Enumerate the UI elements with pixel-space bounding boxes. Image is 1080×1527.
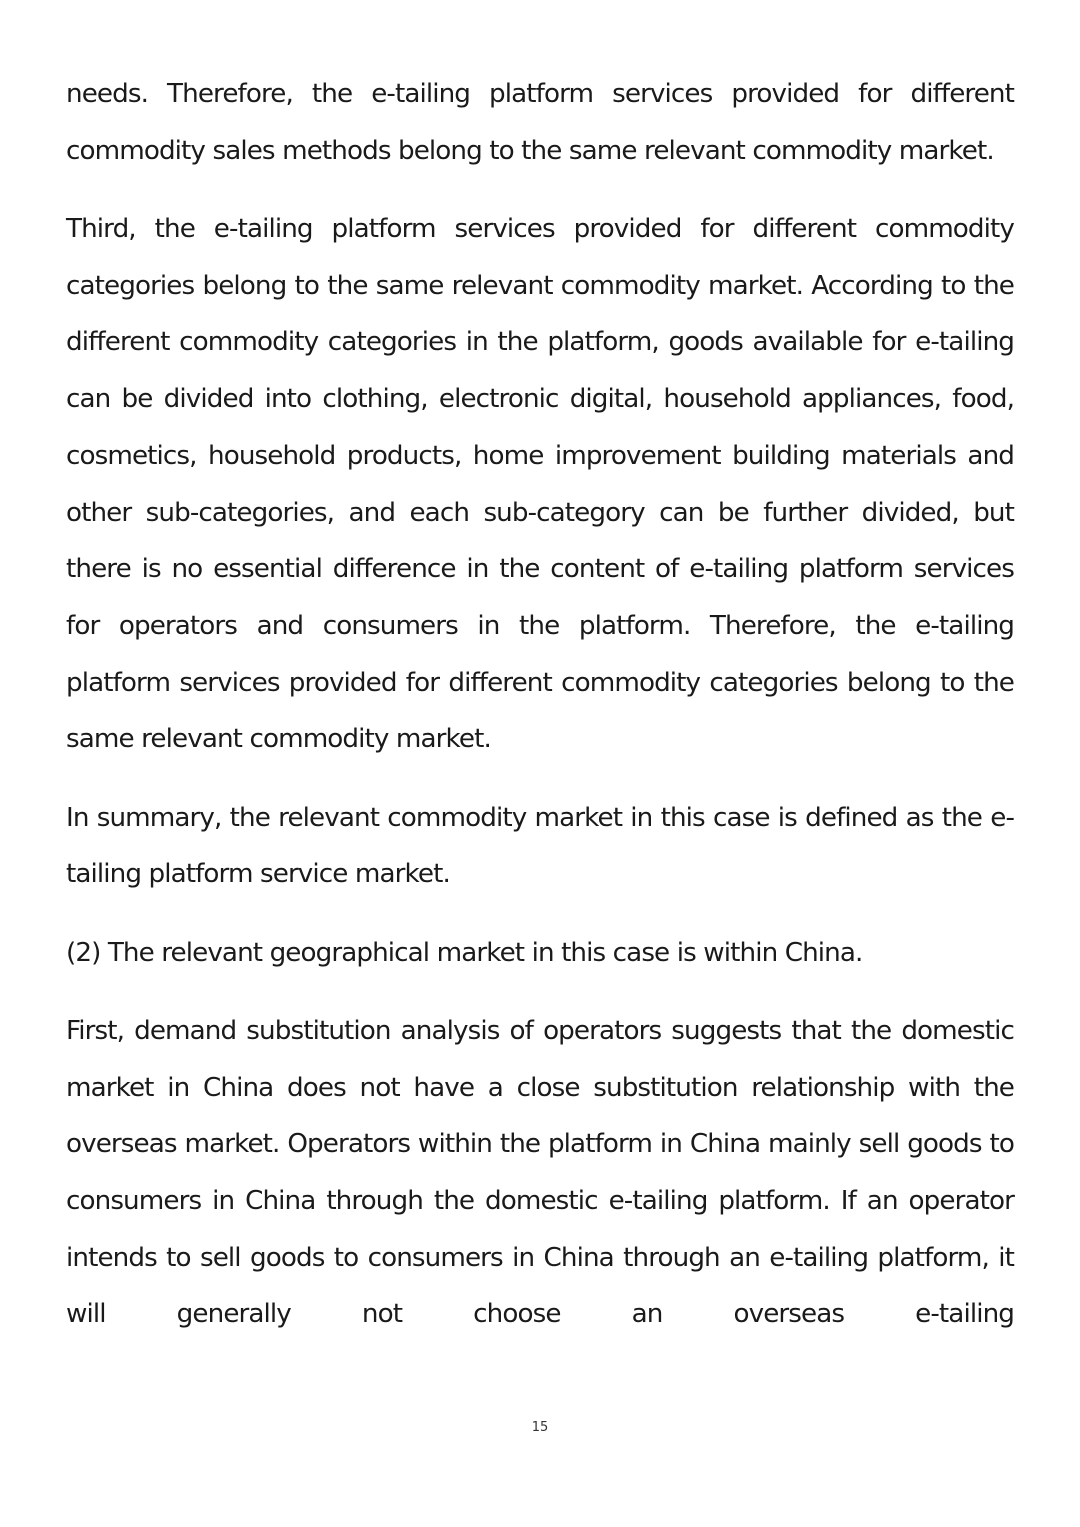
section-heading-geographical-market: (2) The relevant geographical market in this case is within China. bbox=[66, 937, 863, 968]
paragraph-third-commodity-categories: Third, the e-tailing platform services provided for different commodity categories belong to the same relevant commodity market. According to the different commodity categories in the platform, goods available for e-tailing can be divided into clothing, electronic digital, household appliances, food, cosmetics, household products, home improvement building materials and other sub-categories, and each sub-category can be further divided, but there is no essential difference in the content of e-tailing platform services for operators and consumers in the platform. Therefore, the e-tailing platform services provided for different commodity categories belong to the same relevant commodity market. bbox=[66, 214, 1014, 755]
paragraph-first-demand-substitution: First, demand substitution analysis of operators suggests that the domestic market in China does not have a close substitution relationship with the overseas market. Operators within the platform in China mainly sell goods to consumers in China through the domestic e-tailing platform. If an operator intends to sell goods to consumers in China through an e-tailing platform, it will generally not choose an overseas e-tailing bbox=[66, 1015, 1014, 1330]
page-number: 15 bbox=[531, 1420, 549, 1435]
paragraph-in-summary: In summary, the relevant commodity market in this case is defined as the e-tailing platform service market. bbox=[66, 802, 1014, 890]
document-body bbox=[66, 66, 1014, 1343]
paragraph-needs-therefore: needs. Therefore, the e-tailing platform services provided for different commodity sales methods belong to the same relevant commodity market. bbox=[66, 79, 1014, 166]
